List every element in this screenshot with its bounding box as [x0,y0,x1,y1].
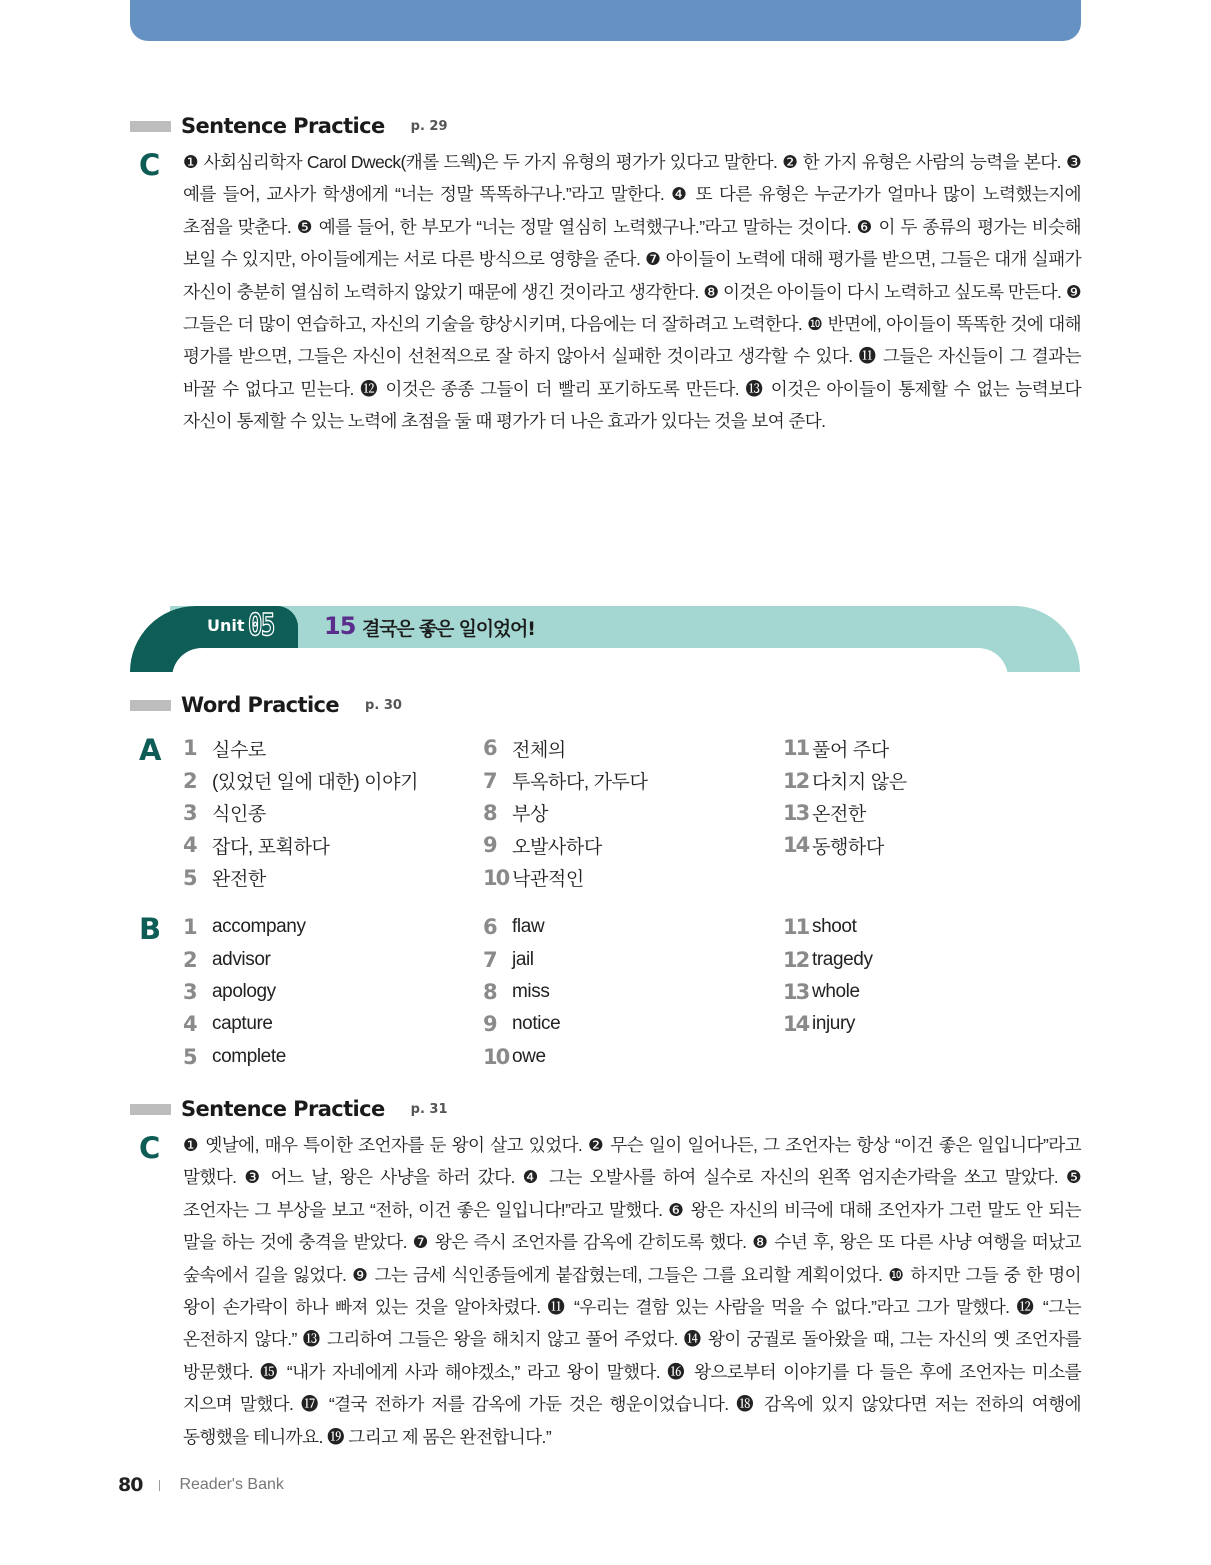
item-number: 1 [183,915,196,940]
item-text: advisor [212,948,271,970]
item-number: 11 [783,736,809,761]
unit-banner [130,606,1080,672]
word-column [183,732,418,894]
word-item [183,764,418,796]
item-number: 13 [783,800,809,825]
word-item [783,911,873,943]
item-number: 7 [483,947,496,972]
sentence-practice-text-1: ❶ 사회심리학자 Carol Dweck(캐롤 드웩)은 두 가지 유형의 평가가 있다고 말한다. ❷ 한 가지 유형은 사람의 능력을 본다. ❸ 예를 들어, 교사가 학생에게 “너는 정말 똑똑하구나.”라고 말한다. ❹ 또 다른 유형은 누군가가 얼마나 많이 노력했는지에 초점을 맞춘다. ❺ 예를 들어, 한 부모가 “너는 정말 열심히 노력했구나.”라고 말하는 것이다. ❻ 이 두 종류의 평가는 비슷해 보일 수 있지만, 아이들에게는 서로 다른 방식으로 영향을 준다. ❼ 아이들이 노력에 대해 평가를 받으면, 그들은 대개 실패가 자신이 충분히 열심히 노력하지 않았기 때문에 생긴 것이라고 생각한다. ❽ 이것은 아이들이 다시 노력하고 싶도록 만든다. ❾ 그들은 더 많이 연습하고, 자신의 기술을 향상시키며, 다음에는 더 잘하려고 노력한다. ❿ 반면에, 아이들이 똑똑한 것에 대해 평가를 받으면, 그들은 자신이 선천적으로 잘 하지 않아서 실패한 것이라고 생각할 수 있다. ⓫ 그들은 자신들이 그 결과는 바꿀 수 없다고 믿는다. ⓬ 이것은 종종 그들이 더 빨리 포기하도록 만든다. ⓭ 이것은 아이들이 통제할 수 없는 능력보다 자신이 통제할 수 있는 노력에 초점을 둘 때 평가가 더 나은 효과가 있다는 것을 보여 준다. [183,152,1081,432]
item-number: 6 [483,736,496,761]
item-number: 5 [183,1044,196,1069]
section-header-sentence-practice-2 [130,1097,448,1121]
item-number: 12 [783,768,809,793]
word-item [183,1008,306,1040]
word-item [183,943,306,975]
word-column [783,732,907,862]
word-item [483,764,647,796]
item-number: 10 [483,865,509,890]
item-number: 1 [183,736,196,761]
item-text: owe [512,1045,546,1067]
section-bar-decoration [130,1104,171,1115]
word-column [183,911,306,1073]
section-bar-decoration [130,121,171,132]
word-column [783,911,873,1041]
item-number: 9 [483,1012,496,1037]
section-header-sentence-practice-1 [130,114,448,138]
item-text: 온전한 [812,804,866,826]
item-text: 동행하다 [812,836,884,858]
word-item [783,943,873,975]
item-text: 식인종 [212,804,266,826]
item-text: miss [512,980,550,1002]
item-number: 2 [183,768,196,793]
section-header-word-practice [130,693,402,717]
exercise-letter-c: C [139,148,161,182]
word-item [183,911,306,943]
word-item [783,732,907,764]
item-text: shoot [812,916,857,938]
word-item [483,1041,560,1073]
word-column [483,732,647,894]
word-item [483,911,560,943]
item-number: 7 [483,768,496,793]
item-number: 4 [183,1012,196,1037]
item-text: 실수로 [212,739,266,761]
item-number: 8 [483,979,496,1004]
word-item [483,1008,560,1040]
page-number: 80 [118,1474,143,1496]
exercise-letter-a: A [139,733,162,767]
item-text: tragedy [812,948,873,970]
item-text: jail [512,948,534,970]
unit-banner-dark-cutout [172,648,312,678]
sentence-practice-text-2: ❶ 옛날에, 매우 특이한 조언자를 둔 왕이 살고 있었다. ❷ 무슨 일이 일어나든, 그 조언자는 항상 “이건 좋은 일입니다”라고 말했다. ❸ 어느 날, 왕은 사냥을 하러 갔다. ❹ 그는 오발사를 하여 실수로 자신의 왼쪽 엄지손가락을 쏘고 말았다. ❺ 조언자는 그 부상을 보고 “전하, 이건 좋은 일입니다!”라고 말했다. ❻ 왕은 자신의 비극에 대해 조언자가 그런 말도 안 되는 말을 하는 것에 충격을 받았다. ❼ 왕은 즉시 조언자를 감옥에 갇히도록 했다. ❽ 수년 후, 왕은 또 다른 사냥 여행을 떠났고 숲속에서 길을 잃었다. ❾ 그는 금세 식인종들에게 붙잡혔는데, 그들은 그를 요리할 계획이었다. ❿ 하지만 그들 중 한 명이 왕이 손가락이 하나 빠져 있는 것을 알아차렸다. ⓫ “우리는 결함 있는 사람을 먹을 수 없다.”라고 그가 말했다. ⓬ “그는 온전하지 않다.” ⓭ 그리하여 그들은 왕을 해치지 않고 풀어 주었다. ⓮ 왕이 궁궐로 돌아왔을 때, 그는 자신의 옛 조언자를 방문했다. ⓯ “내가 자네에게 사과 해야겠소,” 라고 왕이 말했다. ⓰ 왕으로부터 이야기를 다 들은 후에 조언자는 미소를 지으며 말했다. ⓱ “결국 전하가 저를 감옥에 가둔 것은 행운이었습니다. ⓲ 감옥에 있지 않았다면 저는 전하의 여행에 동행했을 테니까요. ⓳ 그리고 제 몸은 완전합니다.” [183,1135,1081,1447]
item-text: 잡다, 포획하다 [212,836,330,858]
item-number: 2 [183,947,196,972]
item-text: flaw [512,916,545,938]
word-item [183,797,418,829]
word-item [183,1041,306,1073]
item-number: 8 [483,800,496,825]
word-item [483,943,560,975]
item-number: 10 [483,1044,509,1069]
word-column [483,911,560,1073]
item-number: 13 [783,979,809,1004]
section-page-ref: p. 30 [365,697,402,713]
lesson-title: 결국은 좋은 일이었어! [362,618,535,640]
book-title: Reader's Bank [179,1476,284,1493]
item-text: capture [212,1013,273,1035]
item-number: 4 [183,833,196,858]
word-item [483,829,647,861]
section-bar-decoration [130,700,171,711]
item-number: 14 [783,1012,809,1037]
word-item [183,732,418,764]
word-item [183,829,418,861]
item-text: 완전한 [212,869,266,891]
section-page-ref: p. 31 [410,1101,448,1117]
item-text: 낙관적인 [512,869,584,891]
item-text: 부상 [512,804,548,826]
item-text: whole [812,980,860,1002]
item-text: 다치지 않은 [812,772,907,794]
section-title: Sentence Practice [181,1097,385,1121]
exercise-letter-c: C [139,1131,161,1165]
page-footer [118,1474,284,1496]
item-text: apology [212,980,276,1002]
item-text: accompany [212,916,306,938]
item-number: 12 [783,947,809,972]
word-item [483,976,560,1008]
word-item [783,764,907,796]
word-item [483,732,647,764]
word-item [783,797,907,829]
item-text: complete [212,1045,286,1067]
word-item [783,829,907,861]
item-number: 9 [483,833,496,858]
item-number: 6 [483,915,496,940]
item-number: 5 [183,865,196,890]
section-title: Word Practice [181,693,340,717]
item-text: injury [812,1013,856,1035]
word-item [183,976,306,1008]
footer-divider [159,1480,160,1491]
word-item [483,862,647,894]
word-item [483,797,647,829]
section-page-ref: p. 29 [410,118,448,134]
item-number: 3 [183,979,196,1004]
word-item [783,976,873,1008]
item-text: 투옥하다, 가두다 [512,772,648,794]
item-text: (있었던 일에 대한) 이야기 [212,772,419,794]
item-text: 풀어 주다 [812,739,889,761]
item-number: 3 [183,800,196,825]
item-number: 11 [783,915,809,940]
item-text: 전체의 [512,739,566,761]
item-text: 오발사하다 [512,836,602,858]
item-number: 14 [783,833,809,858]
unit-label: Unit [207,616,245,635]
exercise-letter-b: B [139,912,162,946]
word-item [183,862,418,894]
unit-banner-cutout [190,648,1008,678]
unit-number: 05 [248,608,274,643]
lesson-number: 15 [324,612,356,640]
section-title: Sentence Practice [181,114,385,138]
item-text: notice [512,1013,561,1035]
top-banner [130,0,1081,41]
word-item [783,1008,873,1040]
